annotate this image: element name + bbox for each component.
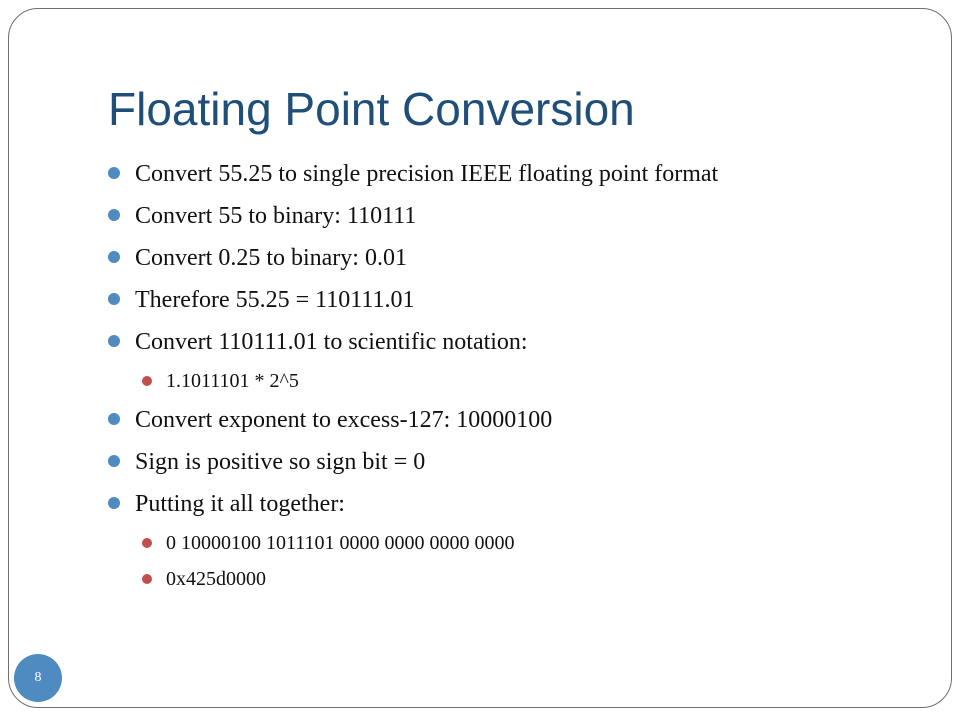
bullet-dot-icon	[108, 209, 120, 221]
page-number: 8	[34, 670, 42, 685]
bullet-text: Convert 110111.01 to scientific notation:	[135, 329, 528, 355]
bullet-dot-icon	[108, 293, 120, 305]
bullet-text: Therefore 55.25 = 110111.01	[135, 287, 415, 313]
bullet-text: Convert exponent to excess-127: 10000100	[135, 407, 553, 433]
sub-bullet-dot-icon	[142, 538, 152, 548]
sub-bullet-text: 0 10000100 1011101 0000 0000 0000 0000	[166, 532, 515, 554]
bullet-item	[108, 157, 908, 199]
sub-bullet-text: 0x425d0000	[166, 568, 266, 590]
bullet-item	[108, 283, 908, 325]
bullet-item	[108, 241, 908, 283]
bullet-text: Putting it all together:	[135, 491, 345, 517]
bullet-dot-icon	[108, 335, 120, 347]
bullet-dot-icon	[108, 251, 120, 263]
page-number-badge	[14, 654, 62, 702]
bullet-dot-icon	[108, 497, 120, 509]
bullet-text: Convert 0.25 to binary: 0.01	[135, 245, 407, 271]
bullet-item	[108, 445, 908, 487]
slide-title: Floating Point Conversion	[108, 83, 635, 135]
bullet-item	[108, 487, 908, 529]
sub-bullet-dot-icon	[142, 376, 152, 386]
bullet-text: Sign is positive so sign bit = 0	[135, 449, 426, 475]
bullet-dot-icon	[108, 167, 120, 179]
bullet-text: Convert 55.25 to single precision IEEE floating point format	[135, 161, 719, 187]
sub-bullet-item	[108, 565, 908, 601]
sub-bullet-item	[108, 367, 908, 403]
bullet-text: Convert 55 to binary: 110111	[135, 203, 417, 229]
bullet-item	[108, 325, 908, 367]
sub-bullet-item	[108, 529, 908, 565]
bullet-dot-icon	[108, 455, 120, 467]
bullet-item	[108, 403, 908, 445]
bullet-item	[108, 199, 908, 241]
bullet-list	[108, 157, 908, 601]
sub-bullet-dot-icon	[142, 574, 152, 584]
sub-bullet-text: 1.1011101 * 2^5	[166, 370, 299, 392]
bullet-dot-icon	[108, 413, 120, 425]
